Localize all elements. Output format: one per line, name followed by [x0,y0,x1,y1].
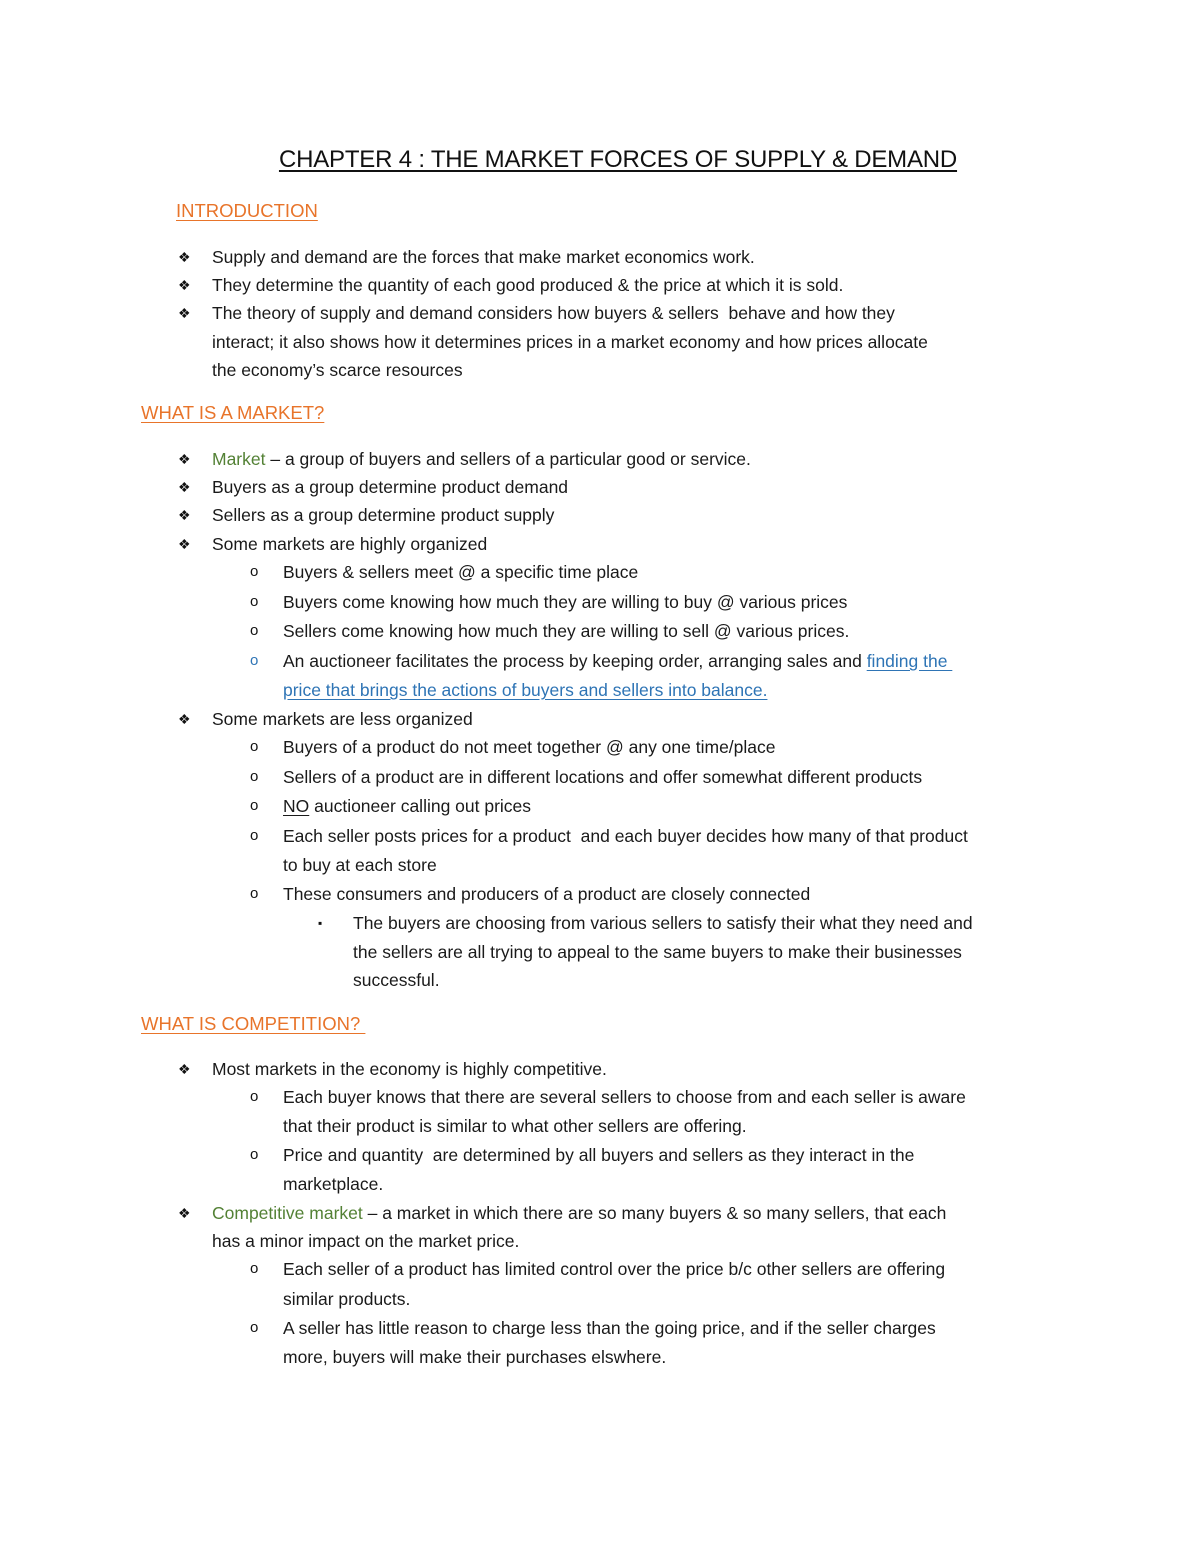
circle-bullet-icon: o [250,593,259,610]
term-market: Market [212,449,266,469]
sub-list-item: Each seller posts prices for a product and each buyer decides how many of that product [283,826,968,846]
list-item: Sellers as a group determine product supply [212,505,555,525]
sub-list-item: Sellers come knowing how much they are willing to sell @ various prices. [283,621,850,641]
list-item: Some markets are less organized [212,709,473,729]
term-competitive-market: Competitive market [212,1203,363,1223]
section-heading-market: WHAT IS A MARKET? [141,402,325,423]
sub-list-item [283,650,952,672]
diamond-bullet-icon: ❖ [178,1205,191,1221]
sub-list-item-continuation: more, buyers will make their purchases elswhere. [283,1347,667,1367]
diamond-bullet-icon: ❖ [178,479,191,495]
diamond-bullet-icon: ❖ [178,451,191,467]
sub-list-item: Sellers of a product are in different locations and offer somewhat different products [283,767,923,787]
diamond-bullet-icon: ❖ [178,305,191,321]
sub-list-item: Each buyer knows that there are several sellers to choose from and each seller is aware [283,1087,966,1107]
diamond-bullet-icon: ❖ [178,277,191,293]
balance-link[interactable]: finding the [866,651,953,671]
sub-list-item: These consumers and producers of a product are closely connected [283,884,811,904]
circle-bullet-icon: o [250,738,259,755]
sub-list-item-continuation: marketplace. [283,1174,384,1194]
section-heading-competition: WHAT IS COMPETITION? [141,1013,366,1034]
list-item-continuation: the economy’s scarce resources [212,360,463,380]
list-item: They determine the quantity of each good produced & the price at which it is sold. [212,275,844,295]
sub-list-item: Buyers of a product do not meet together @ any one time/place [283,737,776,757]
circle-bullet-icon: o [250,885,259,902]
section-heading-introduction: INTRODUCTION [176,200,318,221]
balance-link-continuation[interactable]: price that brings the actions of buyers and sellers into balance. [283,680,768,700]
circle-bullet-icon: o [250,827,259,844]
page-title: CHAPTER 4 : THE MARKET FORCES OF SUPPLY & DEMAND [278,146,958,173]
sub-list-item: Each seller of a product has limited control over the price b/c other sellers are offering [283,1259,946,1279]
square-bullet-icon: ▪ [318,916,323,930]
sub-list-item: Buyers & sellers meet @ a specific time place [283,562,639,582]
list-item: Buyers as a group determine product demand [212,477,569,497]
circle-bullet-icon: o [250,797,259,814]
sub-sub-list-item-continuation: the sellers are all trying to appeal to the same buyers to make their businesses [353,942,962,962]
sub-list-item-continuation: that their product is similar to what other sellers are offering. [283,1116,747,1136]
diamond-bullet-icon: ❖ [178,536,191,552]
diamond-bullet-icon: ❖ [178,1061,191,1077]
circle-bullet-icon: o [250,1260,259,1277]
list-item: Most markets in the economy is highly competitive. [212,1059,607,1079]
sub-list-item: A seller has little reason to charge less than the going price, and if the seller charges [283,1318,936,1338]
sub-list-item: Price and quantity are determined by all buyers and sellers as they interact in the [283,1145,915,1165]
sub-list-item: Buyers come knowing how much they are willing to buy @ various prices [283,592,848,612]
circle-bullet-icon: o [250,652,259,669]
auctioneer-text: An auctioneer facilitates the process by keeping order, arranging sales and [283,651,867,671]
no-emphasis: NO [283,796,310,816]
circle-bullet-icon: o [250,1319,259,1336]
diamond-bullet-icon: ❖ [178,711,191,727]
list-item: Supply and demand are the forces that make market economics work. [212,247,755,267]
list-item [212,448,751,470]
circle-bullet-icon: o [250,768,259,785]
list-item-continuation: interact; it also shows how it determines prices in a market economy and how prices allocate [212,332,928,352]
sub-list-item-continuation [283,679,767,701]
sub-list-item-continuation: similar products. [283,1289,411,1309]
list-item-continuation: has a minor impact on the market price. [212,1231,520,1251]
sub-list-item-continuation: to buy at each store [283,855,437,875]
circle-bullet-icon: o [250,1088,259,1105]
sub-sub-list-item-continuation: successful. [353,970,440,990]
term-definition: – a market in which there are so many buyers & so many sellers, that each [362,1203,947,1223]
sub-list-item [283,795,531,817]
term-definition: – a group of buyers and sellers of a particular good or service. [265,449,751,469]
list-item: Some markets are highly organized [212,534,488,554]
circle-bullet-icon: o [250,1146,259,1163]
circle-bullet-icon: o [250,563,259,580]
diamond-bullet-icon: ❖ [178,249,191,265]
sub-sub-list-item: The buyers are choosing from various sellers to satisfy their what they need and [353,913,973,933]
no-rest: auctioneer calling out prices [309,796,532,816]
diamond-bullet-icon: ❖ [178,507,191,523]
circle-bullet-icon: o [250,622,259,639]
list-item: The theory of supply and demand considers how buyers & sellers behave and how they [212,303,895,323]
list-item [212,1202,946,1224]
